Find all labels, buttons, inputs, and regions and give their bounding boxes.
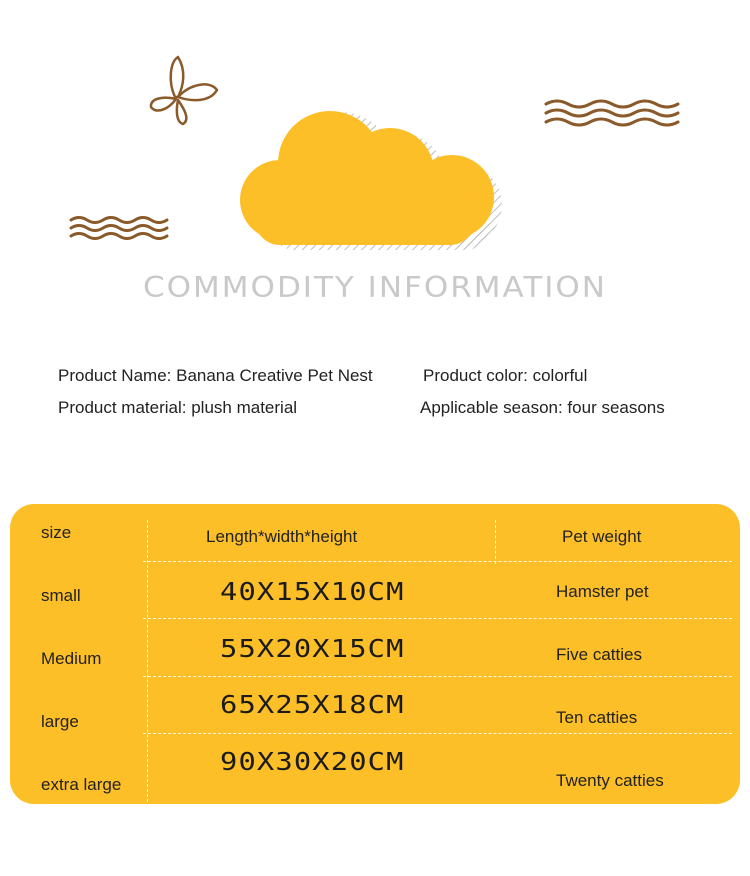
table-divider-vertical [147, 520, 148, 802]
table-row-dimensions: 55X20X15CM [220, 634, 405, 663]
applicable-season: Applicable season: four seasons [420, 398, 665, 417]
product-material: Product material: plush material [58, 398, 298, 417]
table-row-dimensions: 90X30X20CM [220, 747, 405, 776]
table-row-weight: Five catties [556, 645, 642, 664]
section-heading: COMMODITY INFORMATION [143, 271, 607, 305]
table-row-weight: Hamster pet [556, 582, 649, 601]
table-header-dimensions: Length*width*height [206, 527, 358, 546]
table-divider-vertical [495, 520, 496, 564]
wave-lines-left [71, 218, 167, 239]
table-row-size: large [41, 712, 79, 731]
wave-lines-right [546, 101, 678, 125]
table-row-size: Medium [41, 649, 102, 668]
table-row-dimensions: 40X15X10CM [220, 577, 405, 606]
table-row-weight: Twenty catties [556, 771, 664, 790]
cloud-icon [240, 111, 494, 245]
table-divider-horizontal [143, 676, 732, 677]
table-divider-horizontal [143, 733, 732, 734]
product-color: Product color: colorful [423, 366, 588, 385]
table-row-size: extra large [41, 775, 122, 794]
table-row-size: small [41, 586, 81, 605]
product-name: Product Name: Banana Creative Pet Nest [58, 366, 373, 385]
table-divider-horizontal [143, 618, 732, 619]
table-row-weight: Ten catties [556, 708, 638, 727]
table-row-dimensions: 65X25X18CM [220, 690, 405, 719]
table-header-size: size [41, 523, 72, 542]
butterfly-icon [151, 57, 217, 124]
table-divider-horizontal [143, 561, 732, 562]
table-header-weight: Pet weight [562, 527, 642, 546]
